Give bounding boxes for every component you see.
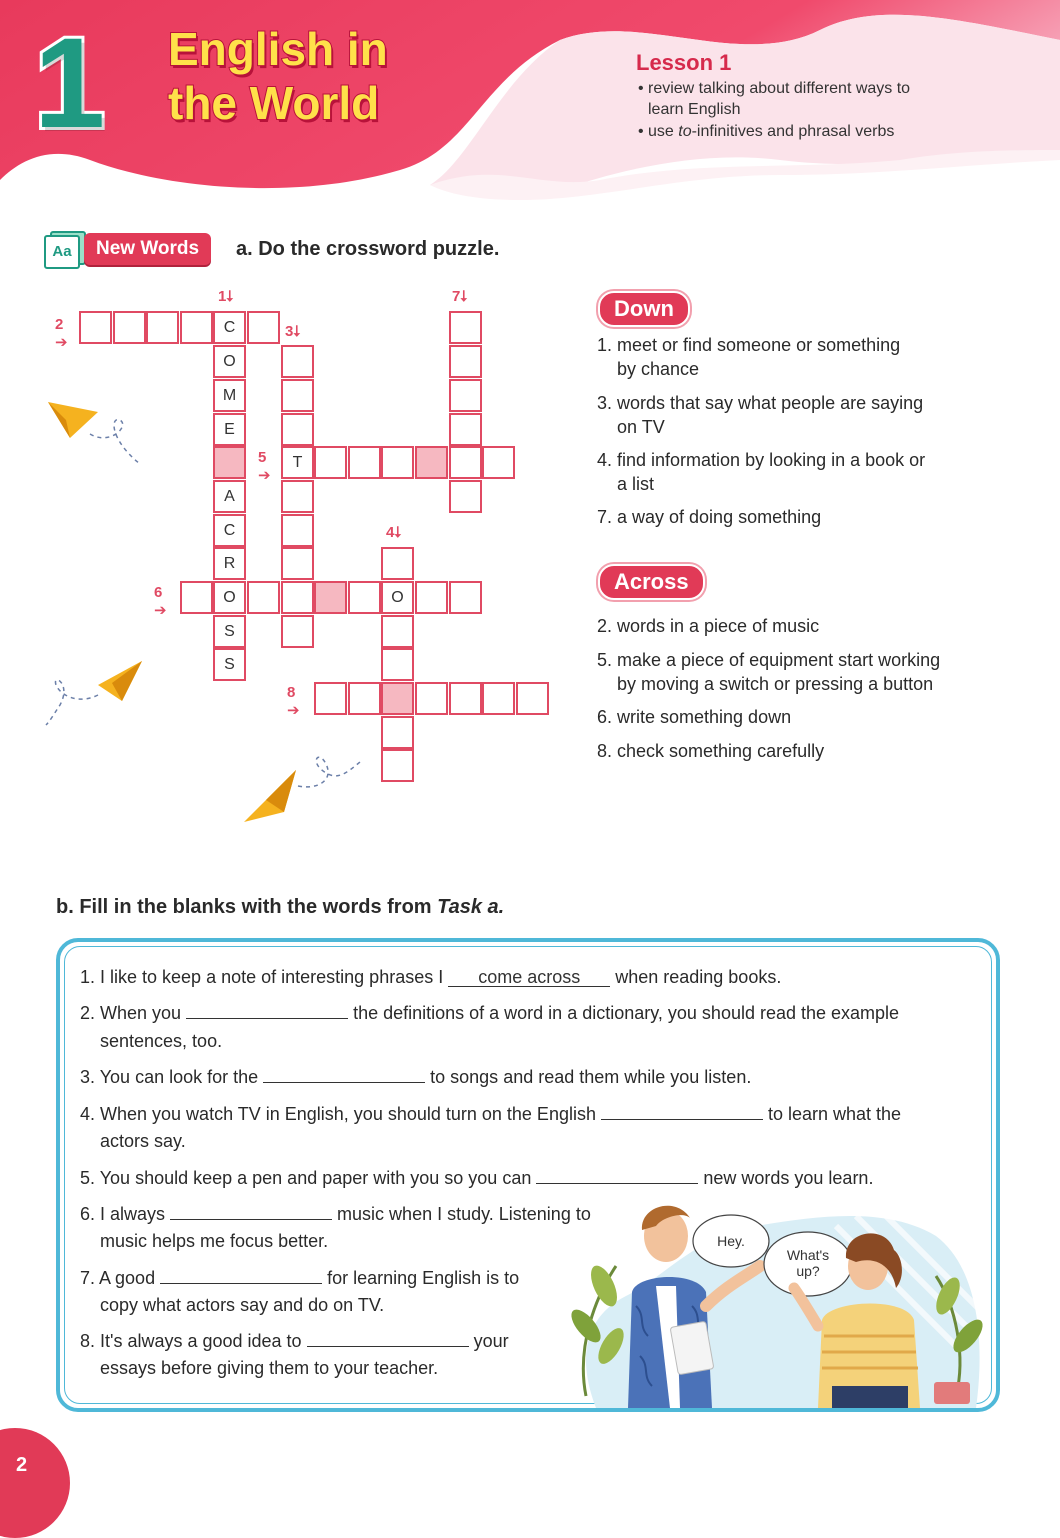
crossword-cell[interactable]: R <box>213 547 246 580</box>
sentence-2-cont: sentences, too. <box>100 1031 223 1051</box>
unit-title-line2: the World <box>168 77 380 129</box>
crossword-cell[interactable] <box>381 648 414 681</box>
answer-blank-7[interactable] <box>160 1265 322 1284</box>
crossword-cell-shaded[interactable] <box>314 581 347 614</box>
speech-bubble-up: up? <box>796 1263 820 1279</box>
task-a-instruction: a. Do the crossword puzzle. <box>236 238 500 260</box>
crossword-cell[interactable] <box>281 379 314 412</box>
crossword-cell[interactable] <box>281 480 314 513</box>
crossword-cell[interactable]: O <box>213 581 246 614</box>
lesson-goal-2: • use to-infinitives and phrasal verbs <box>638 123 895 140</box>
paper-plane-icon <box>236 730 366 825</box>
crossword-cell[interactable] <box>281 514 314 547</box>
crossword-cell[interactable]: E <box>213 413 246 446</box>
clue-number-2: 2 ➔ <box>55 316 68 351</box>
crossword-cell[interactable] <box>281 547 314 580</box>
down-clue-4: 4. find information by looking in a book or a list <box>597 450 926 494</box>
crossword-cell[interactable] <box>482 446 515 479</box>
crossword-cell[interactable] <box>449 379 482 412</box>
crossword-cell[interactable] <box>449 446 482 479</box>
crossword-cell[interactable] <box>247 581 280 614</box>
crossword-cell[interactable]: T <box>281 446 314 479</box>
sentence-7-cont: copy what actors say and do on TV. <box>100 1295 385 1315</box>
people-talking-illustration <box>556 1196 996 1408</box>
lesson-heading: Lesson 1 <box>636 50 732 75</box>
crossword-cell[interactable] <box>314 682 347 715</box>
clue-number-1: 1⭣ <box>218 288 234 305</box>
crossword-cell-shaded[interactable] <box>213 446 246 479</box>
answer-blank-1[interactable]: come across <box>448 968 610 987</box>
paper-plane-icon <box>40 390 160 480</box>
crossword-cell[interactable] <box>314 446 347 479</box>
answer-blank-3[interactable] <box>263 1064 425 1083</box>
crossword-cell[interactable]: O <box>381 581 414 614</box>
across-clue-2: 2. words in a piece of music <box>597 616 820 636</box>
crossword-cell[interactable]: S <box>213 648 246 681</box>
sentence-1: 1. I like to keep a note of interesting phrases I come across when reading books. <box>80 967 782 987</box>
crossword-cell[interactable] <box>281 345 314 378</box>
answer-blank-8[interactable] <box>307 1328 469 1347</box>
lesson-goal-2-part2: -infinitives and phrasal verbs <box>691 123 895 140</box>
down-clue-3: 3. words that say what people are saying on TV <box>597 393 924 437</box>
answer-blank-4[interactable] <box>601 1101 763 1120</box>
crossword-cell[interactable] <box>180 311 213 344</box>
crossword-cell[interactable] <box>381 446 414 479</box>
crossword-cell[interactable] <box>348 446 381 479</box>
crossword-cell[interactable]: M <box>213 379 246 412</box>
crossword-cell[interactable] <box>449 480 482 513</box>
new-words-badge <box>44 231 224 267</box>
crossword-cell[interactable] <box>415 682 448 715</box>
sentence-6: 6. I always music when I study. Listening to <box>80 1201 591 1228</box>
down-label: Down <box>598 291 690 327</box>
crossword-cell[interactable] <box>449 311 482 344</box>
sentence-8: 8. It's always a good idea to your <box>80 1328 509 1355</box>
clue-number-8: 8 ➔ <box>287 684 300 719</box>
across-label: Across <box>598 564 705 600</box>
lesson-goal-1: • review talking about different ways to learn English <box>638 80 911 118</box>
crossword-cell[interactable] <box>381 749 414 782</box>
sentence-4: 4. When you watch TV in English, you should turn on the English to learn what the <box>80 1101 901 1128</box>
crossword-cell[interactable] <box>281 581 314 614</box>
page-number: 2 <box>16 1454 28 1476</box>
crossword-cell[interactable] <box>415 581 448 614</box>
paper-plane-icon <box>42 655 152 735</box>
crossword-cell[interactable] <box>113 311 146 344</box>
crossword-cell[interactable] <box>180 581 213 614</box>
down-clue-7: 7. a way of doing something <box>597 507 822 527</box>
speech-bubble-whats: What's <box>786 1247 830 1263</box>
crossword-cell[interactable] <box>482 682 515 715</box>
task-b-instruction: b. Fill in the blanks with the words from Task a. <box>56 896 505 918</box>
new-words-label: New Words <box>84 233 211 265</box>
crossword-cell[interactable] <box>348 682 381 715</box>
sentence-6-cont: music helps me focus better. <box>100 1231 329 1251</box>
crossword-cell[interactable] <box>449 345 482 378</box>
crossword-cell[interactable] <box>381 716 414 749</box>
crossword-cell[interactable] <box>281 615 314 648</box>
crossword-cell[interactable] <box>79 311 112 344</box>
lesson-goal-2-italic: to <box>678 123 692 140</box>
down-clue-1: 1. meet or find someone or something by chance <box>597 335 901 379</box>
answer-blank-5[interactable] <box>536 1165 698 1184</box>
crossword-cell[interactable] <box>247 311 280 344</box>
unit-title <box>168 22 468 130</box>
lesson-goal-2-part1: use <box>648 123 679 140</box>
across-clue-8: 8. check something carefully <box>597 741 825 761</box>
clue-number-6: 6 ➔ <box>154 584 167 619</box>
clue-number-5: 5 ➔ <box>258 449 271 484</box>
sentence-5: 5. You should keep a pen and paper with you so you can new words you learn. <box>80 1165 873 1192</box>
sentence-2: 2. When you the definitions of a word in a dictionary, you should read the example <box>80 1000 899 1027</box>
unit-number: 1 <box>34 12 106 155</box>
crossword-cell[interactable] <box>281 413 314 446</box>
crossword-cell[interactable] <box>381 615 414 648</box>
sentence-7: 7. A good for learning English is to <box>80 1265 519 1292</box>
answer-blank-6[interactable] <box>170 1201 332 1220</box>
sentence-8-cont: essays before giving them to your teacher. <box>100 1358 439 1378</box>
answer-blank-2[interactable] <box>186 1000 348 1019</box>
crossword-cell[interactable]: C <box>213 311 246 344</box>
crossword-cell[interactable]: S <box>213 615 246 648</box>
across-clue-6: 6. write something down <box>597 707 792 727</box>
lesson-goal-1-line2: learn English <box>648 101 741 118</box>
clue-number-7: 7⭣ <box>452 288 468 305</box>
crossword-cell[interactable] <box>348 581 381 614</box>
crossword-cell[interactable]: C <box>213 514 246 547</box>
crossword-cell[interactable] <box>381 547 414 580</box>
page-number-badge <box>0 1428 70 1538</box>
unit-title-line1: English in <box>168 23 388 75</box>
crossword-cell[interactable] <box>449 581 482 614</box>
crossword-cell-shaded[interactable] <box>381 682 414 715</box>
crossword-cell[interactable] <box>516 682 549 715</box>
flashcard-icon: Aa <box>44 235 80 269</box>
crossword-cell[interactable] <box>146 311 179 344</box>
crossword-cell-shaded[interactable] <box>415 446 448 479</box>
sentence-4-cont: actors say. <box>100 1131 186 1151</box>
speech-bubble-hey: Hey. <box>717 1233 745 1249</box>
crossword-cell[interactable] <box>449 682 482 715</box>
crossword-cell[interactable]: O <box>213 345 246 378</box>
lesson-goal-1-line1: review talking about different ways to <box>648 80 911 97</box>
across-clue-5: 5. make a piece of equipment start working by moving a switch or pressing a button <box>597 650 941 694</box>
crossword-cell[interactable] <box>449 413 482 446</box>
sentence-3: 3. You can look for the to songs and read them while you listen. <box>80 1064 751 1091</box>
clue-number-3: 3⭣ <box>285 323 301 340</box>
clue-number-4: 4⭣ <box>386 524 402 541</box>
crossword-cell[interactable]: A <box>213 480 246 513</box>
